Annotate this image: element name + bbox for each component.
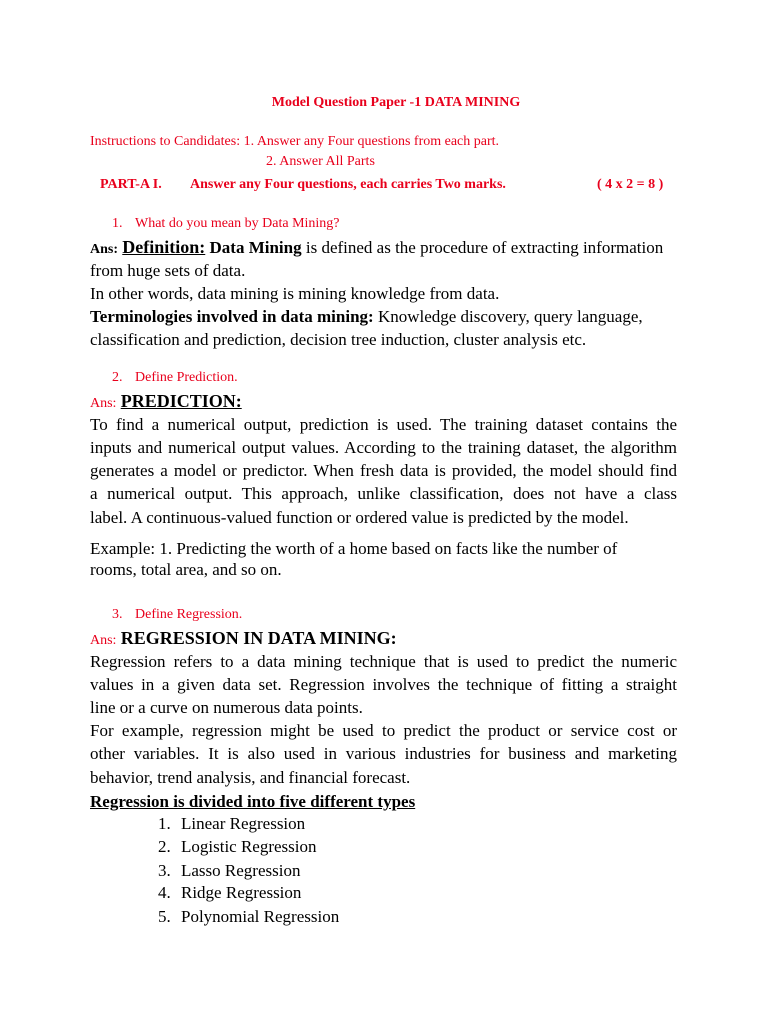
question-number: 2.: [112, 370, 123, 385]
question-text: What do you mean by Data Mining?: [135, 216, 340, 231]
answer-2-line: To find a numerical output, prediction is used. The training dataset contains the: [90, 415, 677, 434]
list-item: 3. Lasso Regression: [158, 861, 301, 880]
terminologies-label: Terminologies involved in data mining:: [90, 307, 374, 326]
definition-label: Definition:: [122, 237, 206, 257]
answer-3-line: line or a curve on numerous data points.: [90, 698, 363, 717]
list-item: 1. Linear Regression: [158, 814, 306, 833]
list-item: 4. Ridge Regression: [158, 883, 302, 902]
answer-3-line: Regression refers to a data mining technique that is used to predict the numeric: [90, 652, 677, 671]
answer-2-line: generates a model or predictor. When fresh data is provided, the model should find: [90, 461, 677, 480]
answer-3-line: behavior, trend analysis, and financial forecast.: [90, 768, 411, 787]
question-text: Define Prediction.: [135, 370, 238, 385]
answer-3-heading-line: [90, 627, 677, 652]
regression-types-heading: Regression is divided into five different types: [90, 792, 416, 811]
question-number: 3.: [112, 607, 123, 622]
prediction-heading: PREDICTION:: [120, 391, 242, 411]
instructions-line-1: Instructions to Candidates: 1. Answer any Four questions from each part.: [90, 134, 500, 149]
answer-3-line: other variables. It is also used in various industries for business and marketing: [90, 744, 677, 763]
ans-label: Ans:: [90, 633, 117, 648]
list-item: 5. Polynomial Regression: [158, 907, 340, 926]
part-a-marks: ( 4 x 2 = 8 ): [597, 177, 664, 192]
answer-1-line-3: In other words, data mining is mining knowledge from data.: [90, 284, 500, 303]
part-a-text: Answer any Four questions, each carries Two marks.: [190, 177, 506, 192]
question-1: [112, 216, 340, 232]
answer-1-text: is defined as the procedure of extracting information: [301, 238, 664, 257]
answer-2-heading-line: [90, 390, 677, 415]
question-text: Define Regression.: [135, 607, 243, 622]
answer-2-example-line: Example: 1. Predicting the worth of a home based on facts like the number of: [90, 539, 618, 558]
answer-2-line: inputs and numerical output values. According to the training dataset, the algorithm: [90, 438, 677, 457]
answer-3-line: For example, regression might be used to predict the product or service cost or: [90, 721, 677, 740]
answer-2-example-line: rooms, total area, and so on.: [90, 560, 282, 579]
instructions-line-2: 2. Answer All Parts: [266, 154, 375, 169]
term-data-mining: Data Mining: [209, 238, 302, 257]
question-2: [112, 370, 238, 386]
answer-1-line-1: [90, 236, 677, 261]
question-3: [112, 607, 242, 623]
answer-2-line: label. A continuous-valued function or ordered value is predicted by the model.: [90, 508, 629, 527]
ans-label: Ans:: [90, 396, 117, 411]
page-title: Model Question Paper -1 DATA MINING: [271, 95, 521, 110]
answer-1-line-4: [90, 305, 677, 328]
answer-1-line-2: from huge sets of data.: [90, 261, 246, 280]
part-a-label: PART-A I.: [100, 177, 162, 192]
answer-1-text: Knowledge discovery, query language,: [373, 307, 643, 326]
answer-2-line: a numerical output. This approach, unlike classification, does not have a class: [90, 484, 677, 503]
ans-label: Ans:: [90, 242, 119, 257]
answer-3-line: values in a given data set. Regression involves the technique of fitting a straight: [90, 675, 677, 694]
question-number: 1.: [112, 216, 123, 231]
list-item: 2. Logistic Regression: [158, 837, 317, 856]
regression-heading: REGRESSION IN DATA MINING:: [120, 628, 397, 648]
answer-1-line-5: classification and prediction, decision tree induction, cluster analysis etc.: [90, 330, 587, 349]
